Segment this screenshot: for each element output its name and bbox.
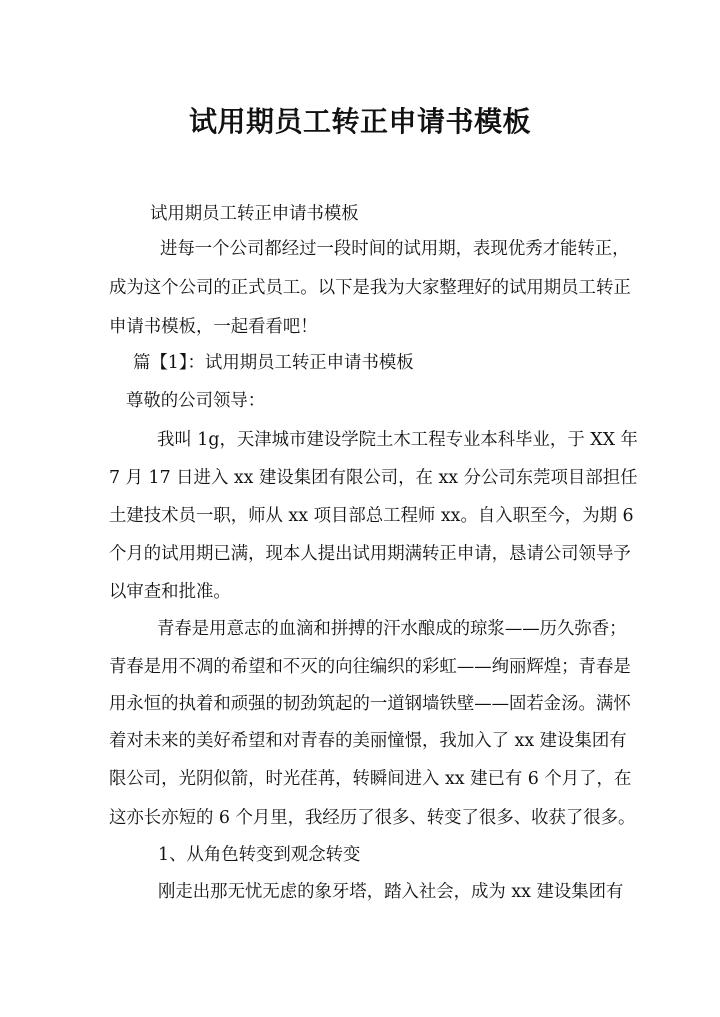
paragraph-line: 进每一个公司都经过一段时间的试用期，表现优秀才能转正， (160, 239, 630, 259)
section-heading: 1、从角色转变到观念转变 (158, 845, 361, 865)
paragraph-line: 土建技术员一职，师从 xx 项目部总工程师 xx。自入职至今，为期 6 (109, 506, 634, 526)
paragraph-line: 限公司，光阴似箭，时光荏苒，转瞬间进入 xx 建已有 6 个月了，在 (109, 769, 632, 789)
salutation-line: 尊敬的公司领导： (126, 391, 266, 411)
paragraph-line: 青春是用意志的血滴和拼搏的汗水酿成的琼浆——历久弥香； (157, 619, 627, 639)
paragraph-line: 我叫 1g，天津城市建设学院土木工程专业本科毕业，于 XX 年 (157, 430, 638, 450)
paragraph-line: 这亦长亦短的 6 个月里，我经历了很多、转变了很多、收获了很多。 (109, 808, 636, 828)
paragraph-line: 7 月 17 日进入 xx 建设集团有限公司，在 xx 分公司东莞项目部担任 (109, 468, 638, 488)
paragraph-line: 着对未来的美好希望和对青春的美丽憧憬，我加入了 xx 建设集团有 (109, 731, 627, 751)
paragraph-line: 刚走出那无忧无虑的象牙塔，踏入社会，成为 xx 建设集团有 (158, 882, 624, 902)
paragraph-line: 用永恒的执着和顽强的韧劲筑起的一道钢墙铁壁——固若金汤。满怀 (109, 694, 631, 714)
paragraph-line: 青春是用不凋的希望和不灭的向往编织的彩虹——绚丽辉煌；青春是 (109, 657, 631, 677)
paragraph-line: 以审查和批准。 (109, 582, 231, 602)
section-heading: 篇【1】：试用期员工转正申请书模板 (133, 353, 414, 373)
paragraph-line: 成为这个公司的正式员工。以下是我为大家整理好的试用期员工转正 (109, 278, 631, 298)
paragraph-line: 个月的试用期已满，现本人提出试用期满转正申请，恳请公司领导予 (109, 544, 631, 564)
subtitle-line: 试用期员工转正申请书模板 (150, 204, 359, 224)
paragraph-line: 申请书模板，一起看看吧！ (109, 317, 318, 337)
document-title: 试用期员工转正申请书模板 (188, 105, 531, 138)
